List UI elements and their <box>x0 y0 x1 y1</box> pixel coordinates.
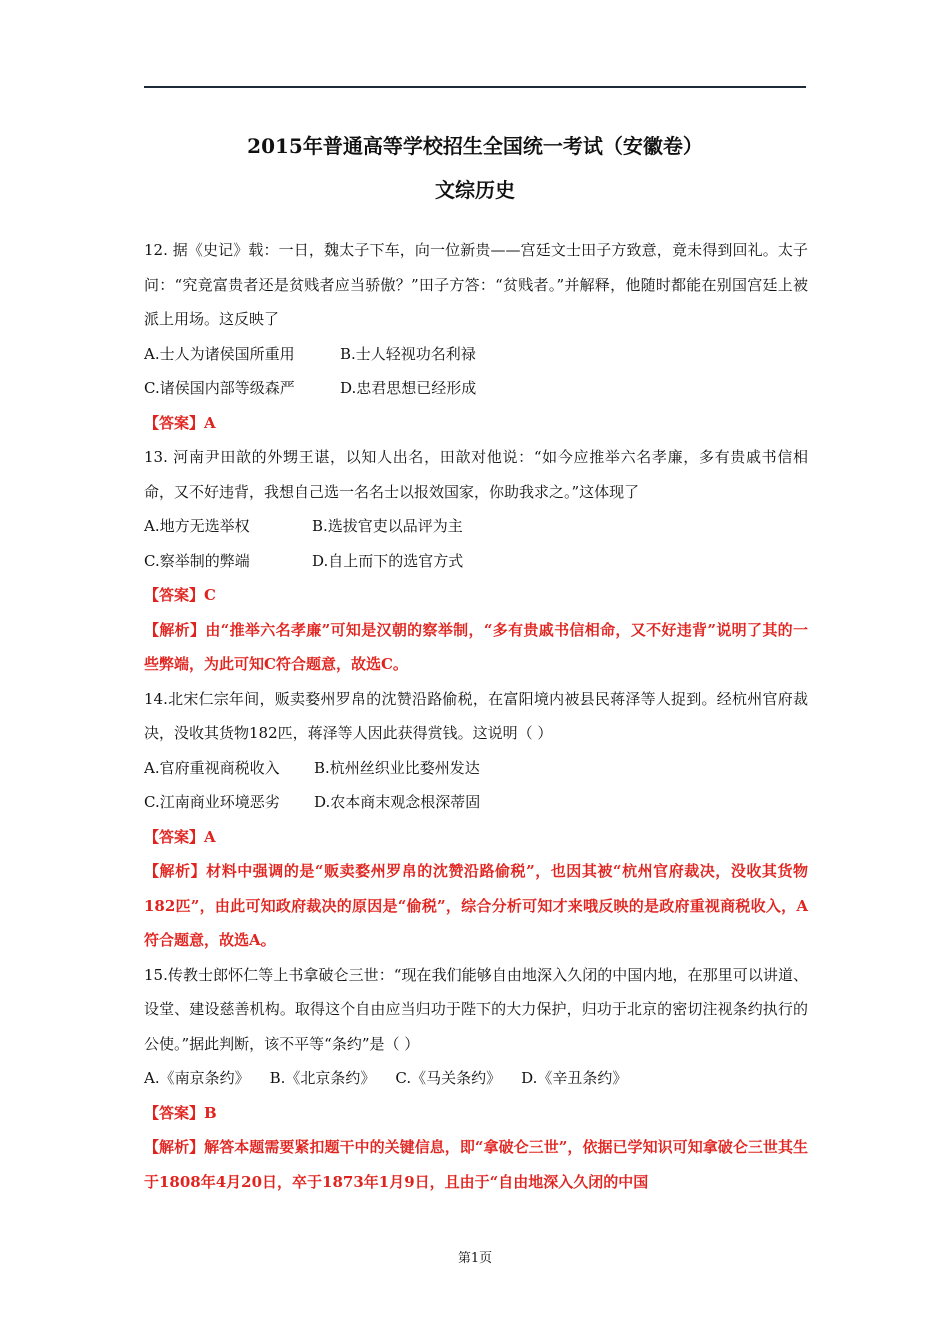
option-c: C.江南商业环境恶劣 <box>144 793 280 811</box>
options-row <box>144 544 808 579</box>
exam-title: 2015年普通高等学校招生全国统一考试（安徽卷） <box>247 134 703 158</box>
options-row <box>144 1061 808 1096</box>
analysis-text: 【解析】解答本题需要紧扣题干中的关键信息，即“拿破仑三世”，依据已学知识可知拿破仑三世其生于1808年4月20日，卒于1873年1月9日，且由于“自由地深入久闭的中国 <box>144 1138 808 1191</box>
exam-subtitle: 文综历史 <box>435 178 515 202</box>
option-c: C.诸侯国内部等级森严 <box>144 379 295 397</box>
options-row <box>144 337 808 372</box>
header-rule <box>144 86 806 88</box>
option-b: B.《北京条约》 <box>269 1069 376 1087</box>
option-b: B.士人轻视功名利禄 <box>340 344 476 363</box>
question-13 <box>144 440 808 682</box>
question-12 <box>144 233 808 440</box>
question-15 <box>144 958 808 1200</box>
options-row <box>144 751 808 786</box>
answer-line: 【答案】B <box>144 1103 217 1122</box>
options-row <box>144 509 808 544</box>
option-b: B.杭州丝织业比婺州发达 <box>314 758 480 777</box>
option-a: A.《南京条约》 <box>144 1069 250 1087</box>
option-d: D.《辛丑条约》 <box>521 1069 628 1087</box>
option-d: D.忠君思想已经形成 <box>340 379 477 397</box>
question-stem: 14.北宋仁宗年间，贩卖婺州罗帛的沈赞沿路偷税，在富阳境内被县民蒋泽等人捉到。经杭州官府裁决，没收其货物182匹，蒋泽等人因此获得赏钱。这说明（ ） <box>144 689 808 742</box>
question-stem: 13. 河南尹田歆的外甥王谌，以知人出名，田歆对他说：“如今应推举六名孝廉，多有贵戚书信相命，又不好违背，我想自己选一名名士以报效国家，你助我求之。”这体现了 <box>144 448 808 501</box>
question-stem: 12. 据《史记》载：一日，魏太子下车，向一位新贵——宫廷文士田子方致意，竟未得到回礼。太子问：“究竟富贵者还是贫贱者应当骄傲？”田子方答：“贫贱者。”并解释，他随时都能在别国宫廷上被派上用场。这反映了 <box>144 241 808 328</box>
answer-line: 【答案】C <box>144 586 216 604</box>
option-a: A.士人为诸侯国所重用 <box>144 344 295 363</box>
options-row <box>144 785 808 820</box>
option-c: C.《马关条约》 <box>395 1069 502 1087</box>
option-d: D.自上而下的选官方式 <box>312 551 464 570</box>
option-a: A.地方无选举权 <box>144 517 250 535</box>
option-c: C.察举制的弊端 <box>144 551 250 570</box>
answer-line: 【答案】A <box>144 413 216 432</box>
question-list <box>144 233 808 1199</box>
analysis-text: 【解析】材料中强调的是“贩卖婺州罗帛的沈赞沿路偷税”，也因其被“杭州官府裁决，没收其货物182匹”，由此可知政府裁决的原因是“偷税”，综合分析可知才来哦反映的是政府重视商税收入，A符合题意，故选A。 <box>144 862 808 949</box>
analysis-text: 【解析】由“推举六名孝廉”可知是汉朝的察举制，“多有贵戚书信相命，又不好违背”说明了其的一些弊端，为此可知C符合题意，故选C。 <box>144 620 808 673</box>
options-row <box>144 371 808 406</box>
page-number: 第1页 <box>457 1251 493 1266</box>
option-b: B.选拔官吏以品评为主 <box>312 517 463 535</box>
option-a: A.官府重视商税收入 <box>144 758 280 777</box>
option-d: D.农本商末观念根深蒂固 <box>314 793 481 811</box>
question-14 <box>144 682 808 958</box>
answer-line: 【答案】A <box>144 827 216 846</box>
question-stem: 15.传教士郎怀仁等上书拿破仑三世：“现在我们能够自由地深入久闭的中国内地，在那里可以讲道、设堂、建设慈善机构。取得这个自由应当归功于陛下的大力保护，归功于北京的密切注视条约执行的公使。”据此判断，该不平等“条约”是（ ） <box>144 965 808 1053</box>
